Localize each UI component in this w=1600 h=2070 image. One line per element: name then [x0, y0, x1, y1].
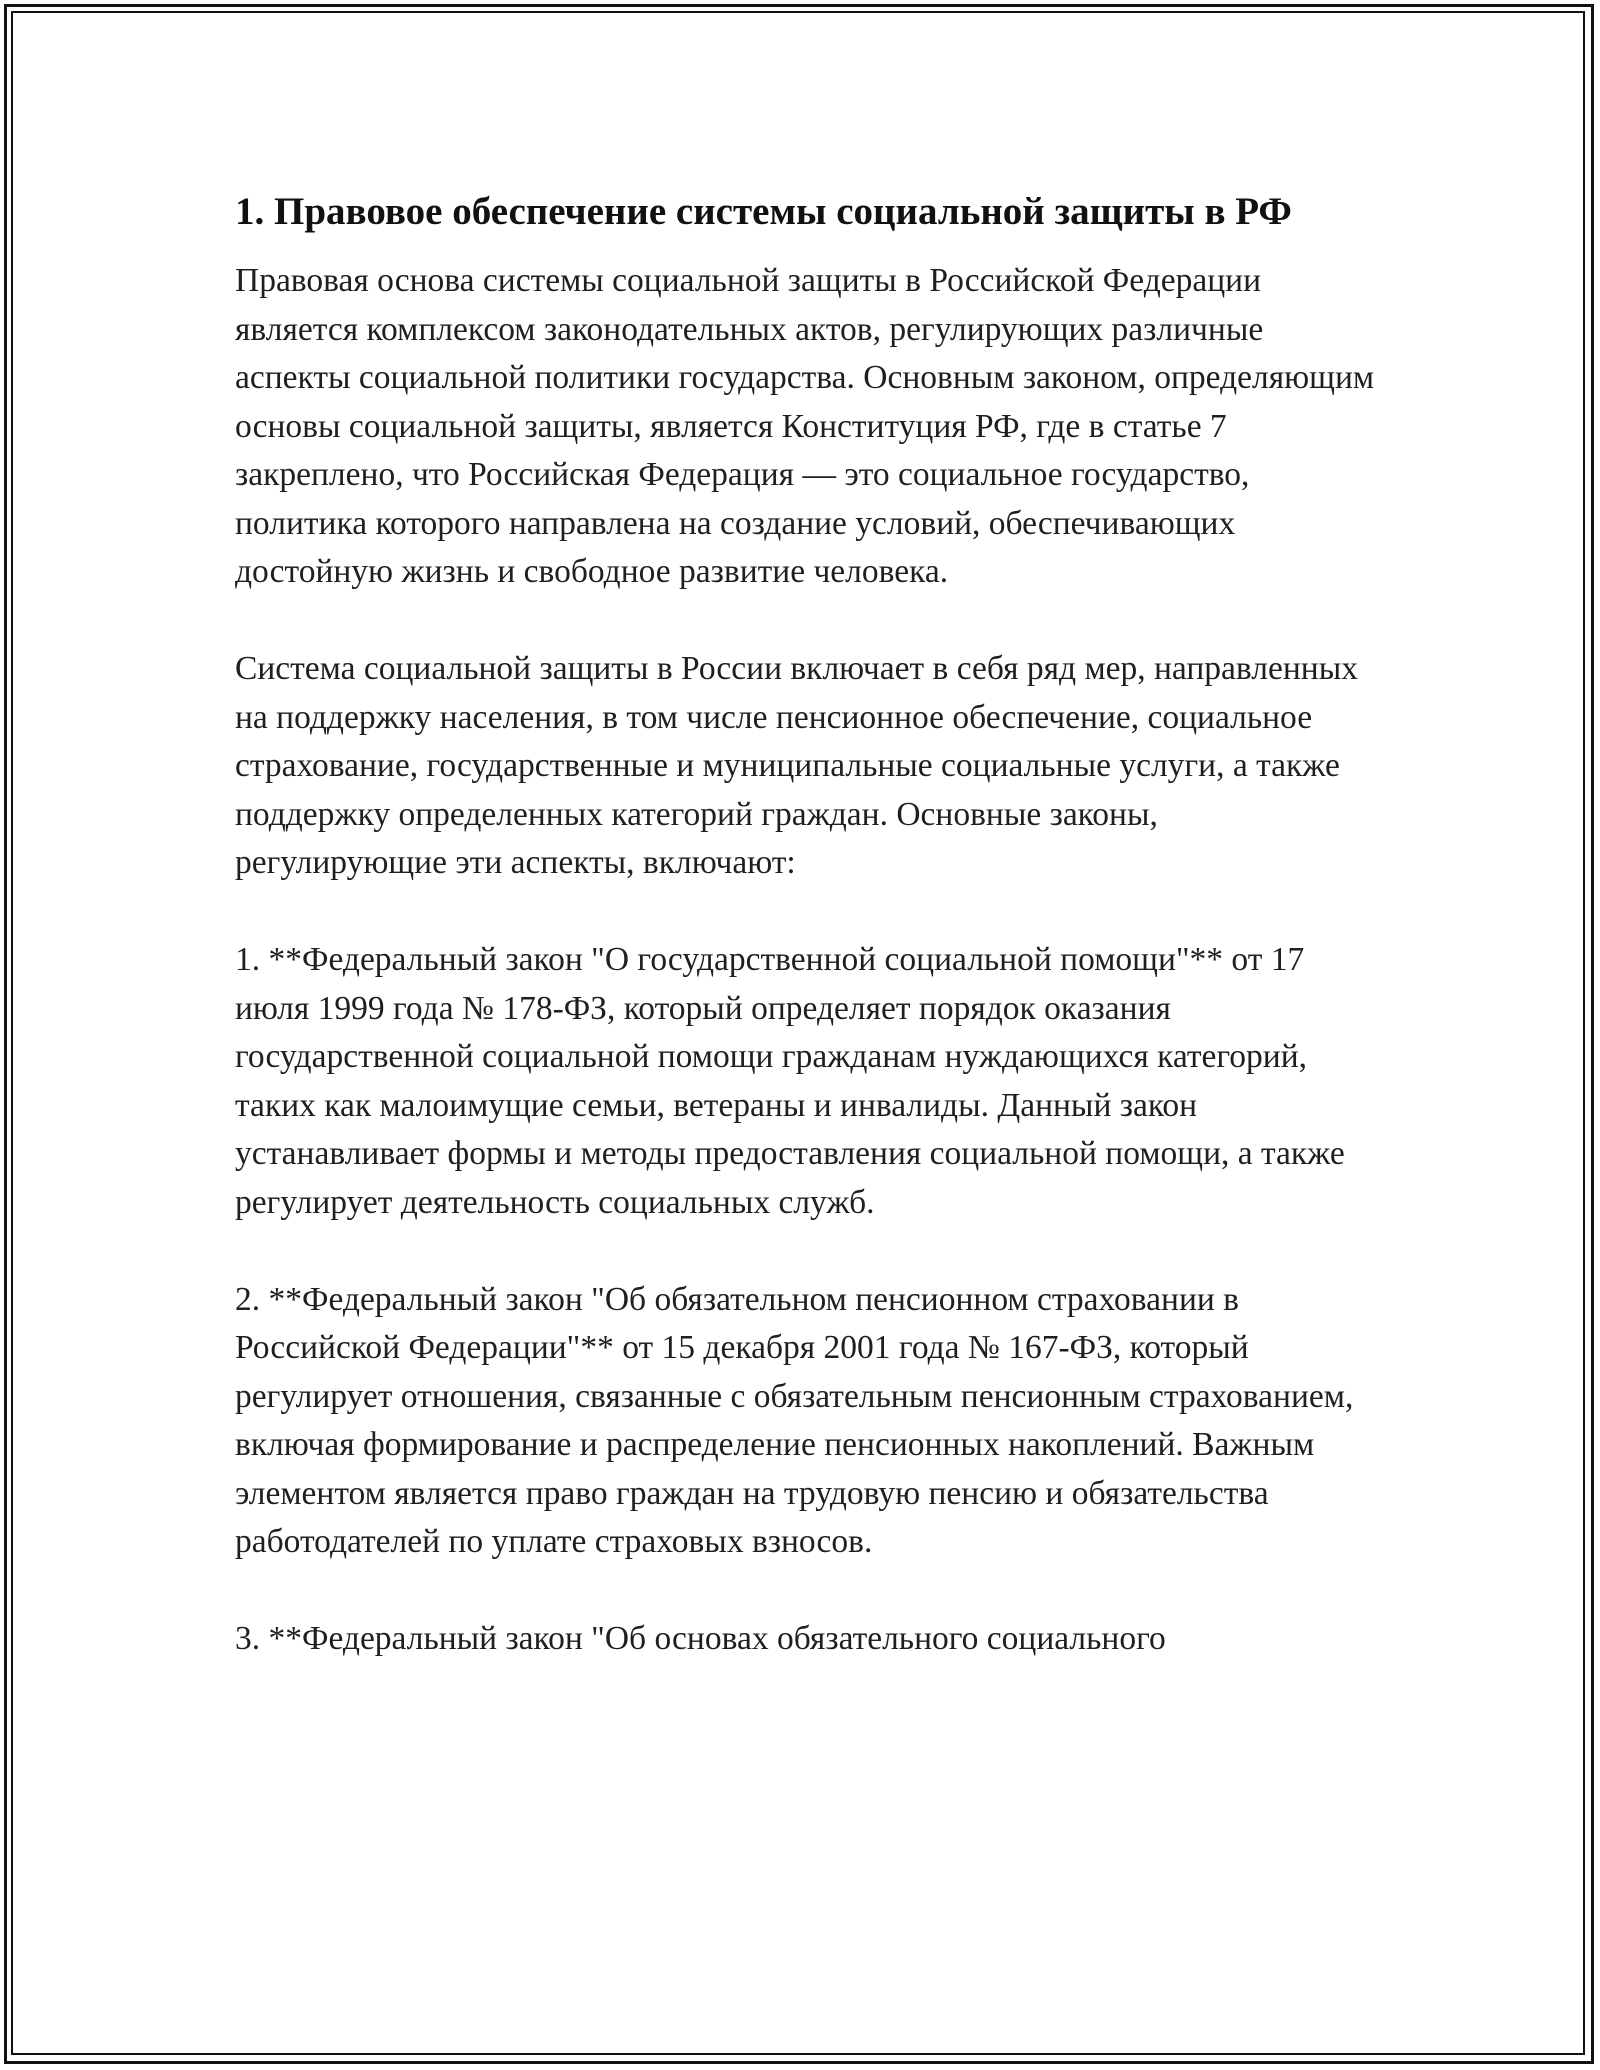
- document-body: [235, 185, 1375, 1664]
- paragraph-legal-basis: Правовая основа системы социальной защиты в Российской Федерации является комплексом законодательных актов, регулирующих различные аспекты социальной политики государства. Основным законом, определяющим основы социальной защиты, является Конституция РФ, где в статье 7 закреплено, что Российская Федерация — это социальное государство, политика которого направлена на создание условий, обеспечивающих достойную жизнь и свободное развитие человека.: [235, 262, 1375, 590]
- list-item-law-178: 1. **Федеральный закон "О государственной социальной помощи"** от 17 июля 1999 года № 178-ФЗ, который определяет порядок оказания государственной социальной помощи гражданам нуждающихся категорий, таких как малоимущие семьи, ветераны и инвалиды. Данный закон устанавливает формы и методы предоставления социальной помощи, а также регулирует деятельность социальных служб.: [235, 941, 1345, 1221]
- section-heading: 1. Правовое обеспечение системы социальной защиты в РФ: [235, 190, 1292, 233]
- list-item-law-167: 2. **Федеральный закон "Об обязательном пенсионном страховании в Российской Федерации"** от 15 декабря 2001 года № 167-ФЗ, который регулирует отношения, связанные с обязательным пенсионным страхованием, включая формирование и распределение пенсионных накоплений. Важным элементом является право граждан на трудовую пенсию и обязательства работодателей по уплате страховых взносов.: [235, 1280, 1354, 1560]
- paragraph-system-overview: Система социальной защиты в России включает в себя ряд мер, направленных на поддержку населения, в том числе пенсионное обеспечение, социальное страхование, государственные и муниципальные социальные услуги, а также поддержку определенных категорий граждан. Основные законы, регулирующие эти аспекты, включают:: [235, 650, 1358, 881]
- list-item-law-social-insurance: 3. **Федеральный закон "Об основах обязательного социального: [235, 1620, 1166, 1657]
